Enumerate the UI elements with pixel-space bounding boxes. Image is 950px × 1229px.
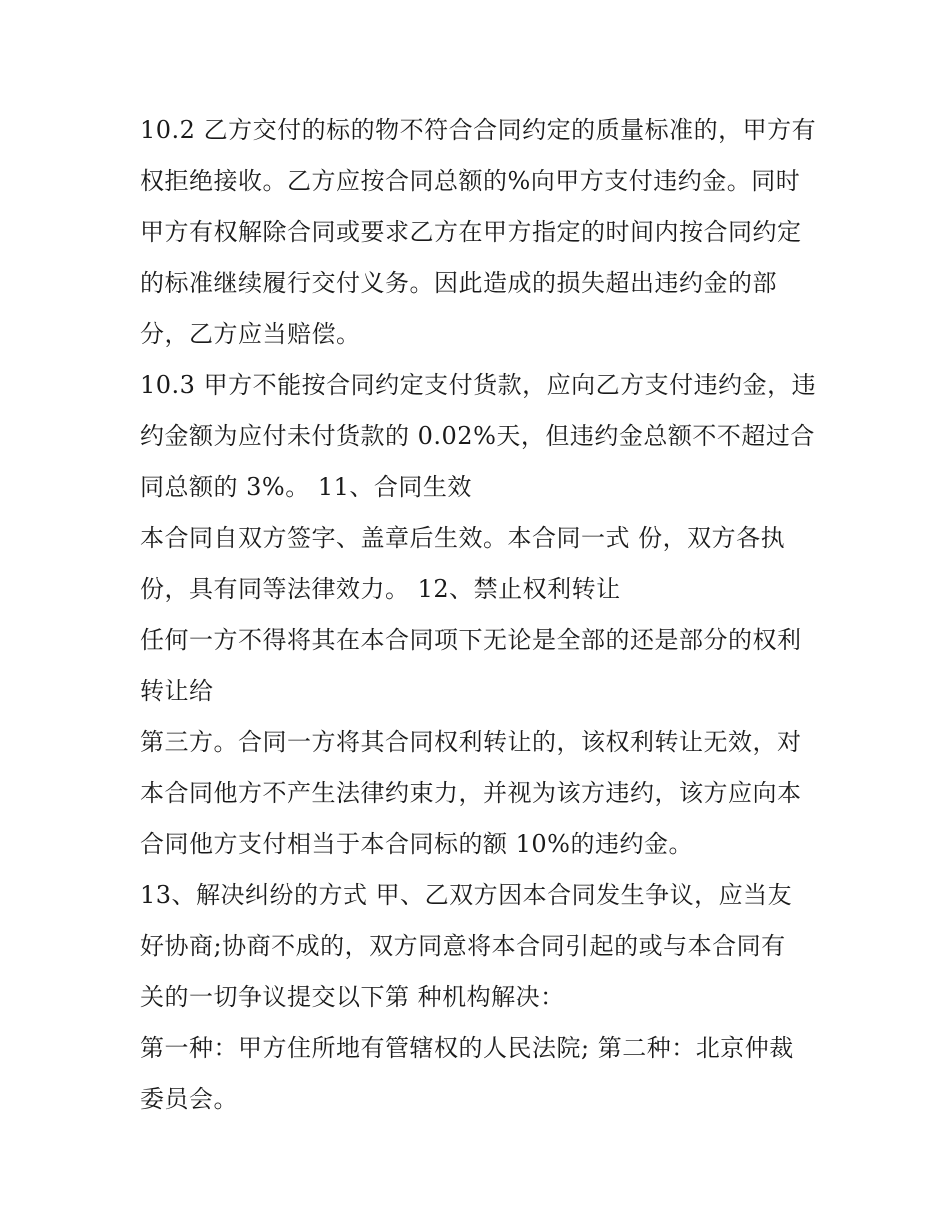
text-line: 10.2 乙方交付的标的物不符合合同约定的质量标准的，甲方有: [140, 116, 817, 144]
text-line: 合同他方支付相当于本合同标的额 10%的违约金。: [140, 830, 693, 858]
text-line: 甲方有权解除合同或要求乙方在甲方指定的时间内按合同约定: [140, 218, 802, 246]
text-line: 份，具有同等法律效力。 12、禁止权利转让: [140, 575, 621, 603]
text-line: 第三方。合同一方将其合同权利转让的，该权利转让无效，对: [140, 728, 802, 756]
text-line: 任何一方不得将其在本合同项下无论是全部的还是部分的权利: [140, 626, 802, 654]
text-line: 转让给: [140, 677, 214, 705]
text-line: 第一种：甲方住所地有管辖权的人民法院; 第二种：北京仲裁: [140, 1034, 794, 1062]
document-body: [140, 110, 820, 1130]
text-line: 关的一切争议提交以下第 种机构解决：: [140, 983, 565, 1011]
text-line: 本合同他方不产生法律约束力，并视为该方违约，该方应向本: [140, 779, 802, 807]
text-line: 同总额的 3%。 11、合同生效: [140, 473, 472, 501]
text-line: 委员会。: [140, 1085, 238, 1113]
text-line: 权拒绝接收。乙方应按合同总额的%向甲方支付违约金。同时: [140, 167, 801, 195]
text-line: 13、解决纠纷的方式 甲、乙双方因本合同发生争议，应当友: [140, 881, 793, 909]
text-line: 的标准继续履行交付义务。因此造成的损失超出违约金的部: [140, 269, 777, 297]
text-line: 约金额为应付未付货款的 0.02%天，但违约金总额不不超过合: [140, 422, 815, 450]
text-line: 10.3 甲方不能按合同约定支付货款，应向乙方支付违约金，违: [140, 371, 817, 399]
text-line: 好协商;协商不成的，双方同意将本合同引起的或与本合同有: [140, 932, 786, 960]
text-line: 分，乙方应当赔偿。: [140, 320, 361, 348]
text-line: 本合同自双方签字、盖章后生效。本合同一式 份，双方各执: [140, 524, 786, 552]
